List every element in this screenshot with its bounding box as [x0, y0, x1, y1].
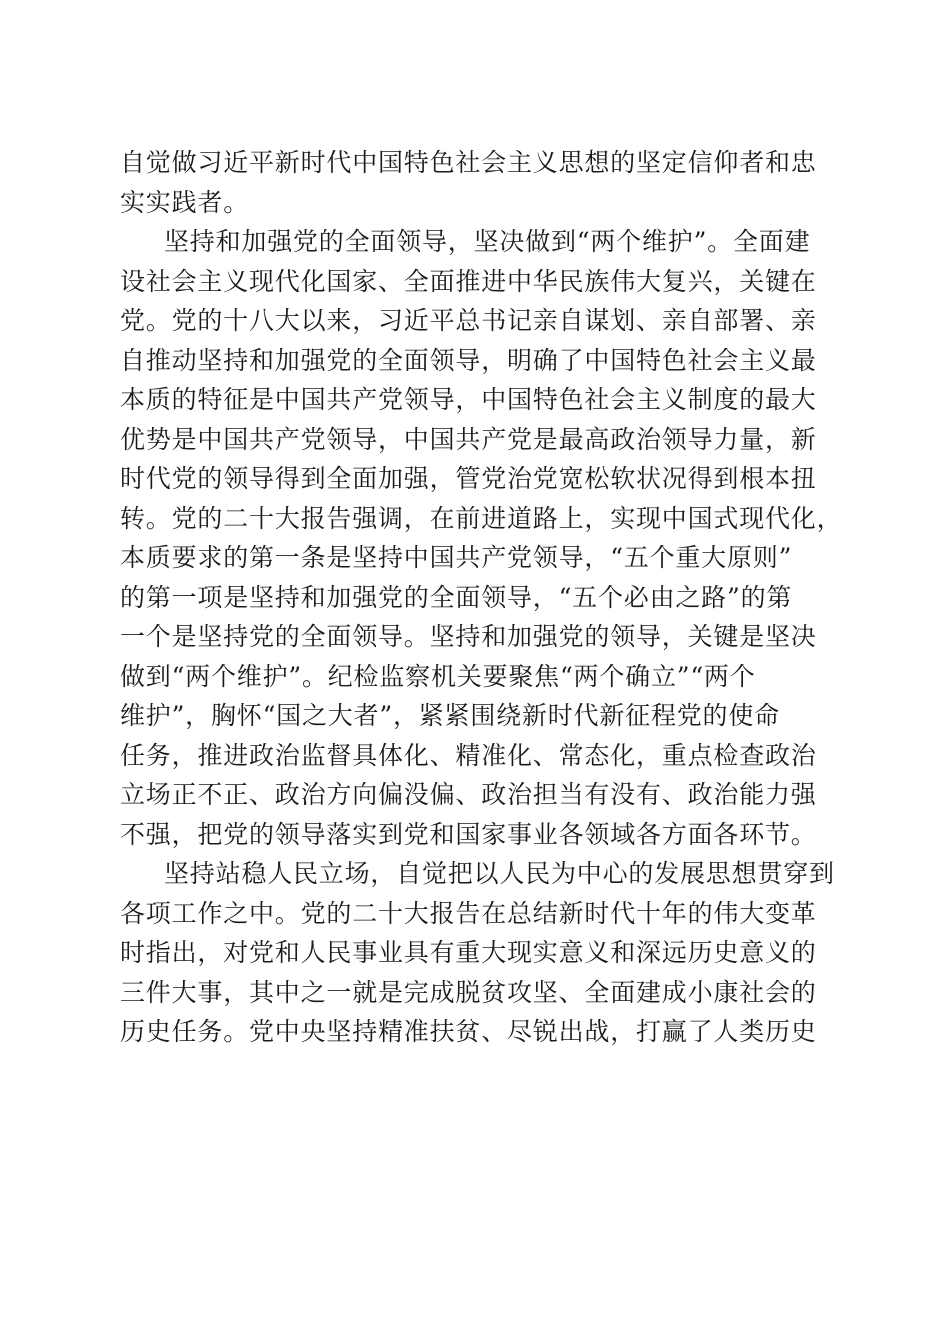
paragraph-start-line: 坚持站稳人民立场，自觉把以人民为中心的发展思想贯穿到: [164, 859, 835, 888]
text-line: 本质的特征是中国共产党领导，中国特色社会主义制度的最大: [120, 385, 817, 414]
text-line: 自觉做习近平新时代中国特色社会主义思想的坚定信仰者和忠: [120, 148, 817, 177]
text-line: 优势是中国共产党领导，中国共产党是最高政治领导力量，新: [120, 424, 817, 454]
text-line: 三件大事，其中之一就是完成脱贫攻坚、全面建成小康社会的: [120, 977, 817, 1007]
text-line: 历史任务。党中央坚持精准扶贫、尽锐出战，打赢了人类历史: [120, 1017, 817, 1046]
text-line: 维护”，胸怀“国之大者”，紧紧围绕新时代新征程党的使命: [120, 701, 780, 730]
text-line: 时指出，对党和人民事业具有重大现实意义和深远历史意义的: [120, 938, 817, 967]
text-line: 各项工作之中。党的二十大报告在总结新时代十年的伟大变革: [120, 898, 817, 928]
text-line: 时代党的领导得到全面加强，管党治党宽松软状况得到根本扭: [120, 464, 817, 493]
text-line: 自推动坚持和加强党的全面领导，明确了中国特色社会主义最: [120, 345, 817, 375]
body-text: [120, 143, 843, 1052]
text-line: 的第一项是坚持和加强党的全面领导，“五个必由之路”的第: [120, 582, 793, 612]
text-line: 实实践者。: [120, 187, 250, 217]
paragraph-start-line: 坚持和加强党的全面领导，坚决做到“两个维护”。全面建: [164, 227, 811, 256]
text-line: 做到“两个维护”。纪检监察机关要聚焦“两个确立”“两个: [120, 661, 756, 691]
text-line: 党。党的十八大以来，习近平总书记亲自谋划、亲自部署、亲: [120, 306, 817, 335]
text-line: 设社会主义现代化国家、全面推进中华民族伟大复兴，关键在: [120, 266, 817, 296]
text-line: 转。党的二十大报告强调，在前进道路上，实现中国式现代化，: [120, 503, 843, 533]
text-line: 立场正不正、政治方向偏没偏、政治担当有没有、政治能力强: [120, 780, 817, 809]
text-line: 本质要求的第一条是坚持中国共产党领导，“五个重大原则”: [120, 543, 793, 572]
text-line: 一个是坚持党的全面领导。坚持和加强党的领导，关键是坚决: [120, 622, 817, 651]
text-line: 不强，把党的领导落实到党和国家事业各领域各方面各环节。: [120, 819, 817, 849]
text-line: 任务，推进政治监督具体化、精准化、常态化，重点检查政治: [120, 740, 817, 770]
